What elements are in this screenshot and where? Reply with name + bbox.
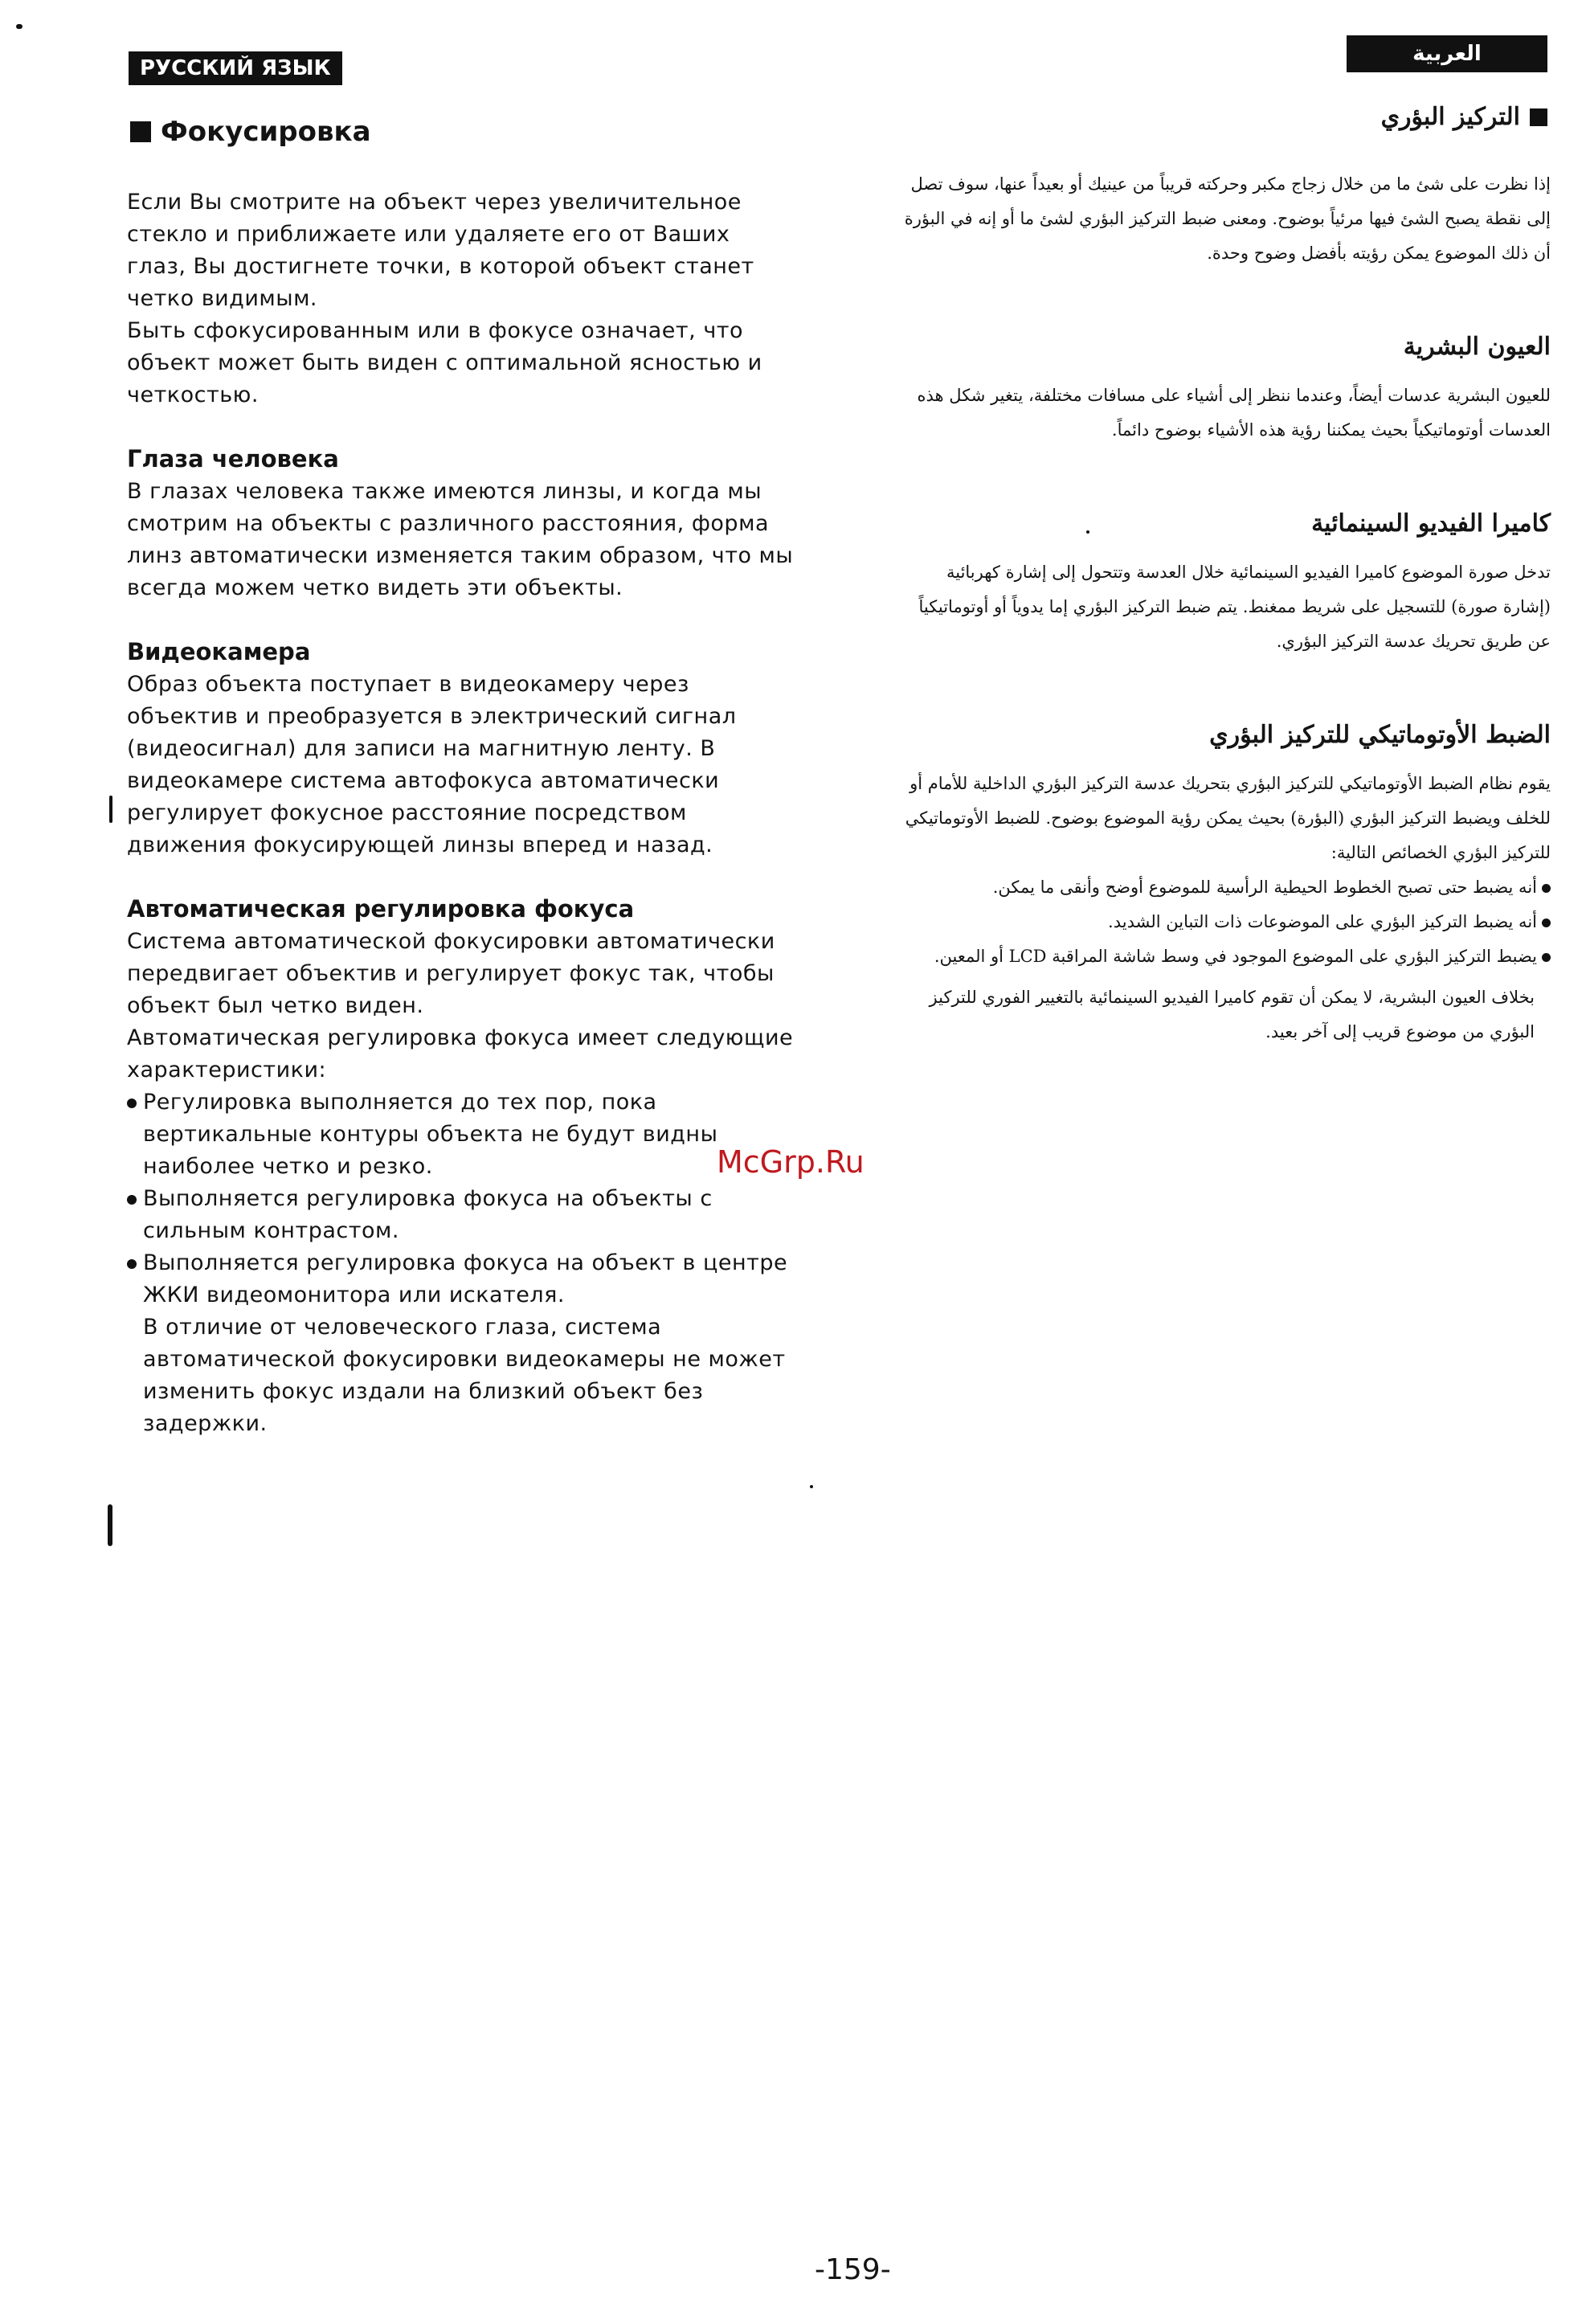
ar-title-text: التركيز البؤري xyxy=(1380,103,1520,131)
ar-eyes-paragraph: للعيون البشرية عدسات أيضاً، وعندما ننظر إلى أشياء على مسافات مختلفة، يتغير شكل هذه العدسات أوتوماتيكياً بحيث يمكننا رؤية هذه الأشياء بوضوح دائماً. xyxy=(917,386,1551,440)
ru-intro-paragraph: Быть сфокусированным или в фокусе означает, что объект может быть виден с оптимальной ясностью и четкостью. xyxy=(127,318,762,407)
bullet-dot-icon xyxy=(1542,884,1551,893)
bullet-dot-icon xyxy=(1542,953,1551,962)
ru-bullet-item xyxy=(127,1247,794,1311)
bullet-dot-icon xyxy=(1542,919,1551,927)
ar-bullet-text: يضبط التركيز البؤري على الموضوع الموجود في وسط شاشة المراقبة LCD أو المعين. xyxy=(934,947,1537,966)
ru-page-title xyxy=(127,113,794,151)
arabic-column xyxy=(900,100,1551,1049)
ru-bullet-text: Выполняется регулировка фокуса на объект в центре ЖКИ видеомонитора или искателя. xyxy=(143,1250,788,1307)
ru-bullet-text: Выполняется регулировка фокуса на объекты с сильным контрастом. xyxy=(143,1186,713,1243)
language-tab-russian: РУССКИЙ ЯЗЫК xyxy=(129,51,342,85)
ru-autofocus-note: В отличие от человеческого глаза, система автоматической фокусировки видеокамеры не может изменить фокус издали на близкий объект без задержки. xyxy=(143,1315,786,1436)
scan-mark xyxy=(16,24,22,29)
ar-page-title xyxy=(900,100,1551,135)
bullet-dot-icon xyxy=(127,1259,137,1269)
ar-autofocus-heading: الضبط الأوتوماتيكي للتركيز البؤري xyxy=(1209,721,1551,749)
scan-mark xyxy=(108,1504,112,1546)
square-bullet-icon xyxy=(1530,108,1547,126)
ru-intro-paragraph: Если Вы смотрите на объект через увеличительное стекло и приближаете или удаляете его от Ваших глаз, Вы достигнете точки, в которой объект станет четко видимым. xyxy=(127,190,754,311)
watermark-text: McGrp.Ru xyxy=(717,1144,865,1180)
scan-mark xyxy=(109,796,112,823)
ar-autofocus-note: بخلاف العيون البشرية، لا يمكن أن تقوم كاميرا الفيديو السينمائية بالتغيير الفوري للتركيز البؤري من موضوع قريب إلى آخر بعيد. xyxy=(929,988,1535,1041)
ru-autofocus-heading: Автоматическая регулировка фокуса xyxy=(127,895,635,923)
ar-intro-paragraph: إذا نظرت على شئ ما من خلال زجاج مكبر وحركته قريباً من عينيك أو بعيداً عنها، سوف تصل إلى نقطة يصبح الشئ فيها مرئياً بوضوح. ومعنى ضبط التركيز البؤري لشئ ما أو إنه في البؤرة أن ذلك الموضوع يمكن رؤيته بأفضل وضوح وحدة. xyxy=(904,174,1551,263)
scan-mark xyxy=(810,1485,813,1488)
ar-bullet-text: أنه يضبط حتى تصبح الخطوط الحيطية الرأسية للموضوع أوضح وأنقى ما يمكن. xyxy=(992,878,1537,897)
ar-bullet-item xyxy=(900,870,1551,905)
square-bullet-icon xyxy=(130,121,151,142)
ar-autofocus-paragraph: يقوم نظام الضبط الأوتوماتيكي للتركيز البؤري بتحريك عدسة التركيز البؤري الداخلية للأمام أو للخلف ويضبط التركيز البؤري (البؤرة) بحيث يمكن رؤية الموضوع بوضوح. للضبط الأوتوماتيكي للتركيز البؤري الخصائص التالية: xyxy=(905,774,1551,862)
bullet-dot-icon xyxy=(127,1195,137,1205)
ru-bullet-item xyxy=(127,1183,794,1247)
bullet-dot-icon xyxy=(127,1099,137,1108)
ar-eyes-heading: العيون البشرية xyxy=(1403,333,1551,361)
ru-eyes-paragraph: В глазах человека также имеются линзы, и когда мы смотрим на объекты с различного расстояния, форма линз автоматически изменяется таким образом, что мы всегда можем четко видеть эти объекты. xyxy=(127,479,794,600)
language-tab-arabic: العربية xyxy=(1347,35,1547,72)
ru-bullet-item xyxy=(127,1086,794,1183)
ru-title-text: Фокусировка xyxy=(161,116,371,148)
ar-bullet-text: أنه يضبط التركيز البؤري على الموضوعات ذات التباين الشديد. xyxy=(1108,912,1537,931)
ru-camera-paragraph: Образ объекта поступает в видеокамеру через объектив и преобразуется в электрический сигнал (видеосигнал) для записи на магнитную ленту. В видеокамере система автофокуса автоматически регулирует фокусное расстояние посредством движения фокусирующей линзы вперед и назад. xyxy=(127,672,737,857)
page-number: -159- xyxy=(815,2253,891,2286)
ru-eyes-heading: Глаза человека xyxy=(127,445,339,473)
ru-camera-heading: Видеокамера xyxy=(127,638,311,665)
ar-bullet-item xyxy=(900,939,1551,974)
ru-autofocus-paragraph: Автоматическая регулировка фокуса имеет следующие характеристики: xyxy=(127,1025,794,1082)
ar-camera-heading: كاميرا الفيديو السينمائية xyxy=(1311,509,1551,538)
ru-autofocus-paragraph: Система автоматической фокусировки автоматически передвигает объектив и регулирует фокус так, чтобы объект был четко виден. xyxy=(127,929,775,1018)
ru-bullet-text: Регулировка выполняется до тех пор, пока вертикальные контуры объекта не будут видны наиболее четко и резко. xyxy=(143,1090,718,1179)
russian-column xyxy=(127,113,794,1440)
ar-bullet-item xyxy=(900,905,1551,939)
ar-camera-paragraph: تدخل صورة الموضوع كاميرا الفيديو السينمائية خلال العدسة وتتحول إلى إشارة كهربائية (إشارة صورة) للتسجيل على شريط ممغنط. يتم ضبط التركيز البؤري إما يدوياً أو أوتوماتيكياً عن طريق تحريك عدسة التركيز البؤري. xyxy=(918,563,1551,651)
